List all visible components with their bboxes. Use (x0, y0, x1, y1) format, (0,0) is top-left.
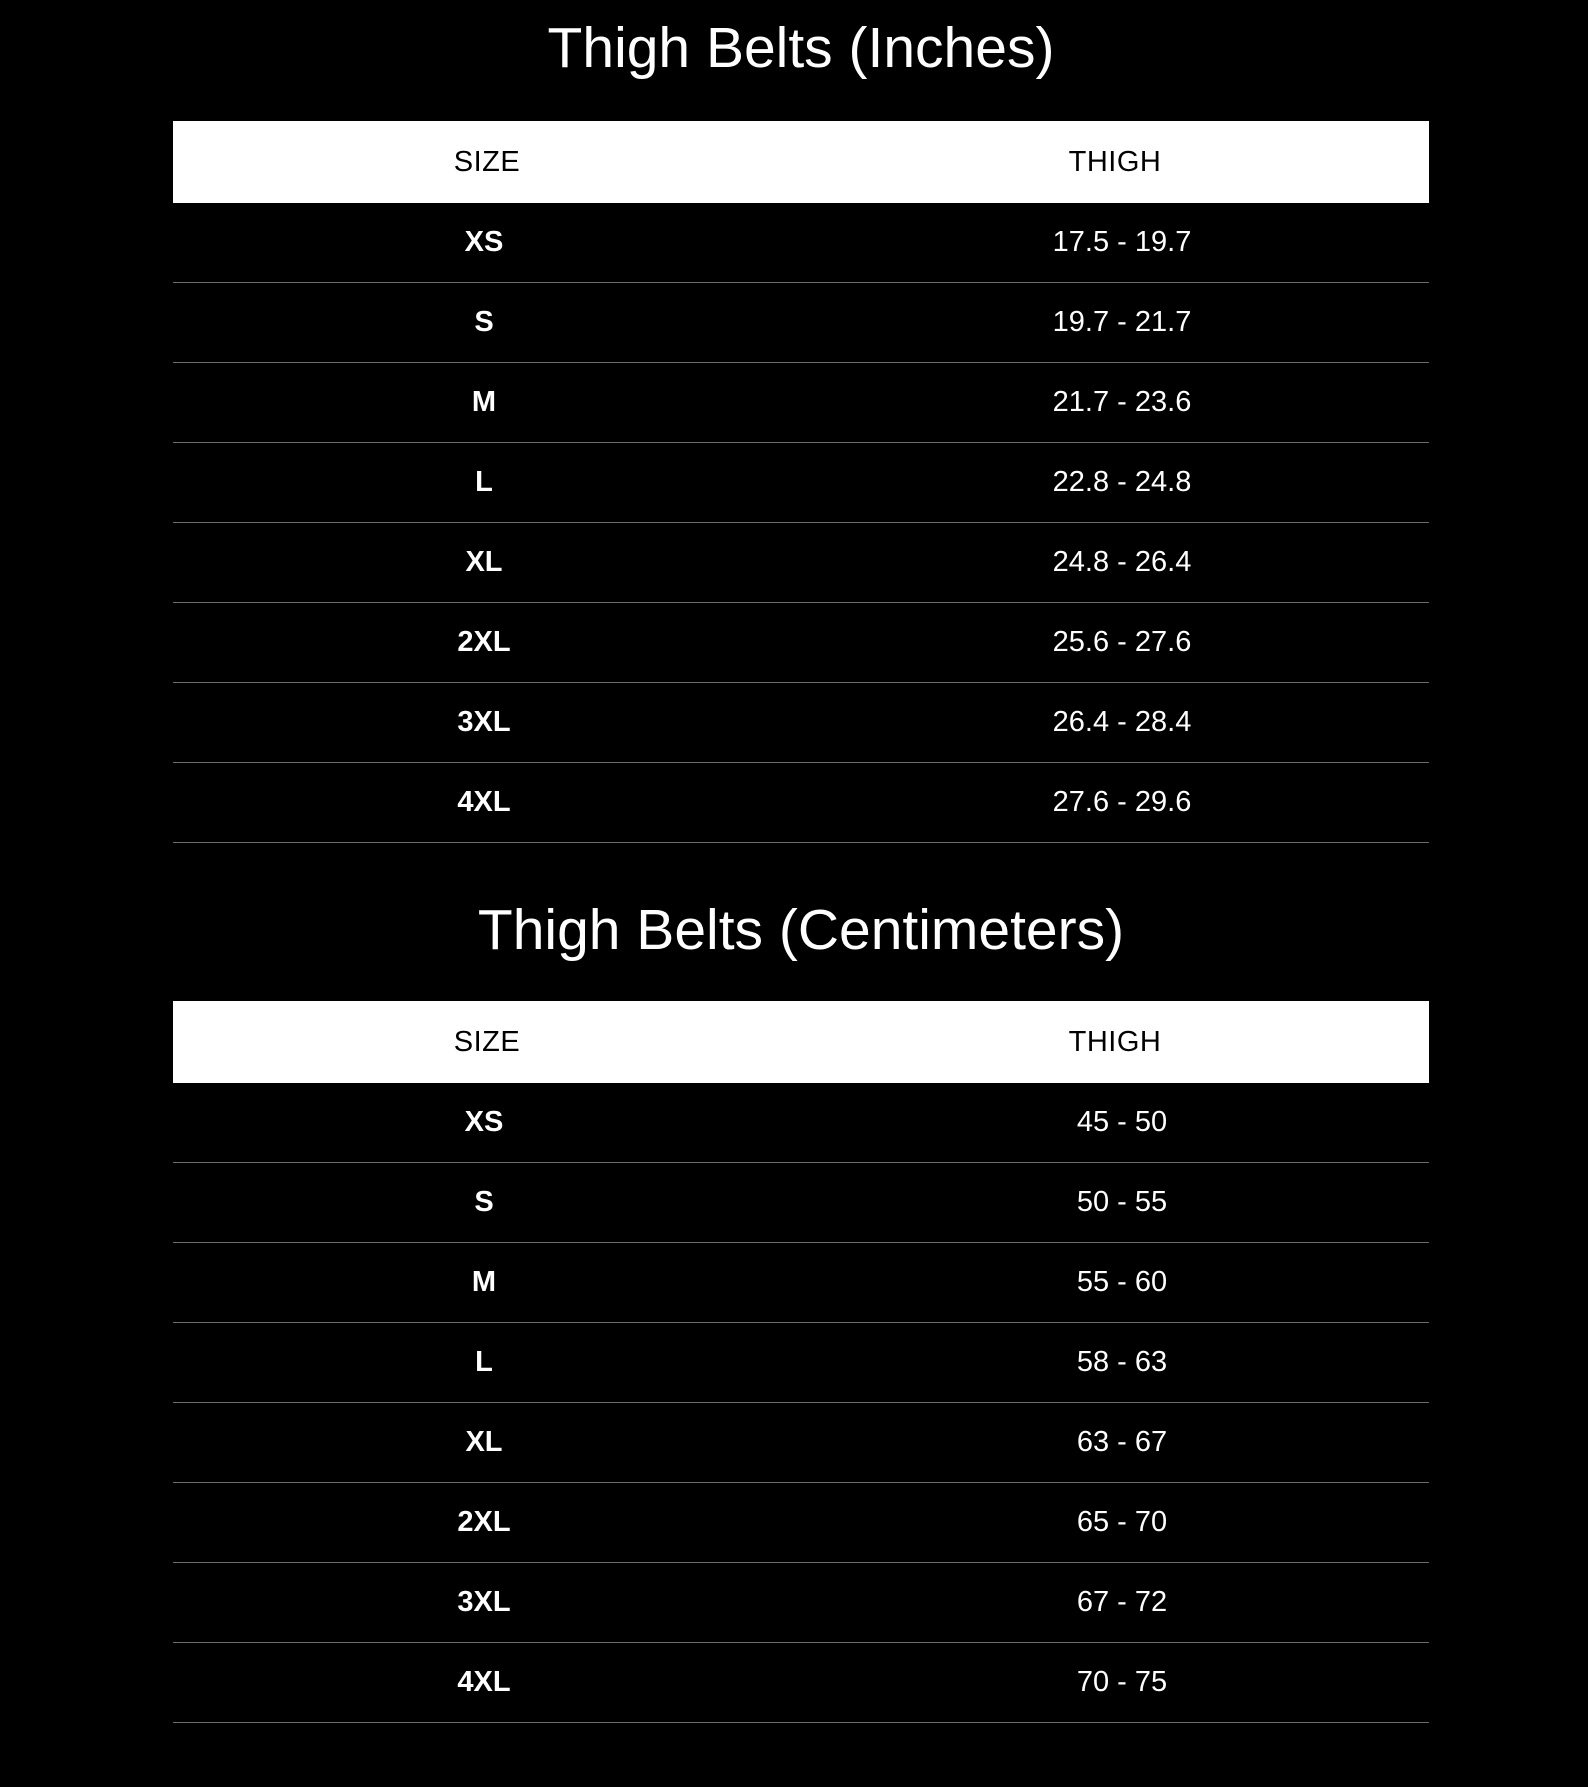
table-row (173, 1163, 1429, 1243)
thigh-cell: 26.4 - 28.4 (801, 683, 1429, 763)
thigh-cell: 67 - 72 (801, 1563, 1429, 1643)
thigh-cell: 27.6 - 29.6 (801, 763, 1429, 843)
table-row (173, 1083, 1429, 1163)
centimeters-header-size: SIZE (173, 1001, 801, 1083)
thigh-cell: 70 - 75 (801, 1643, 1429, 1723)
thigh-cell: 25.6 - 27.6 (801, 603, 1429, 683)
centimeters-title: Thigh Belts (Centimeters) (477, 898, 1125, 962)
thigh-cell: 17.5 - 19.7 (801, 203, 1429, 283)
thigh-cell: 19.7 - 21.7 (801, 283, 1429, 363)
table-row (173, 603, 1429, 683)
inches-header-row (173, 121, 1429, 203)
table-row (173, 763, 1429, 843)
inches-section (173, 0, 1429, 850)
size-cell: 2XL (173, 1483, 801, 1563)
size-cell: 3XL (173, 1563, 801, 1643)
size-cell: 3XL (173, 683, 801, 763)
centimeters-section (173, 880, 1429, 1730)
size-cell: XS (173, 203, 801, 283)
thigh-cell: 22.8 - 24.8 (801, 443, 1429, 523)
size-cell: L (173, 1323, 801, 1403)
table-row (173, 203, 1429, 283)
size-cell: S (173, 1163, 801, 1243)
size-cell: XS (173, 1083, 801, 1163)
thigh-cell: 21.7 - 23.6 (801, 363, 1429, 443)
size-cell: M (173, 1243, 801, 1323)
size-cell: L (173, 443, 801, 523)
size-cell: S (173, 283, 801, 363)
inches-size-table (173, 121, 1429, 843)
thigh-cell: 55 - 60 (801, 1243, 1429, 1323)
thigh-cell: 65 - 70 (801, 1483, 1429, 1563)
size-cell: 2XL (173, 603, 801, 683)
size-cell: 4XL (173, 763, 801, 843)
thigh-cell: 63 - 67 (801, 1403, 1429, 1483)
thigh-cell: 45 - 50 (801, 1083, 1429, 1163)
table-row (173, 443, 1429, 523)
thigh-cell: 50 - 55 (801, 1163, 1429, 1243)
size-cell: M (173, 363, 801, 443)
table-row (173, 363, 1429, 443)
size-cell: XL (173, 523, 801, 603)
inches-title: Thigh Belts (Inches) (547, 16, 1055, 80)
thigh-cell: 58 - 63 (801, 1323, 1429, 1403)
table-row (173, 683, 1429, 763)
table-row (173, 523, 1429, 603)
inches-header-thigh: THIGH (801, 121, 1429, 203)
inches-header-size: SIZE (173, 121, 801, 203)
centimeters-header-thigh: THIGH (801, 1001, 1429, 1083)
table-row (173, 1483, 1429, 1563)
table-row (173, 1563, 1429, 1643)
size-cell: XL (173, 1403, 801, 1483)
table-row (173, 1643, 1429, 1723)
thigh-cell: 24.8 - 26.4 (801, 523, 1429, 603)
table-row (173, 283, 1429, 363)
table-row (173, 1243, 1429, 1323)
centimeters-size-table (173, 1001, 1429, 1723)
table-row (173, 1323, 1429, 1403)
centimeters-header-row (173, 1001, 1429, 1083)
size-cell: 4XL (173, 1643, 801, 1723)
table-row (173, 1403, 1429, 1483)
